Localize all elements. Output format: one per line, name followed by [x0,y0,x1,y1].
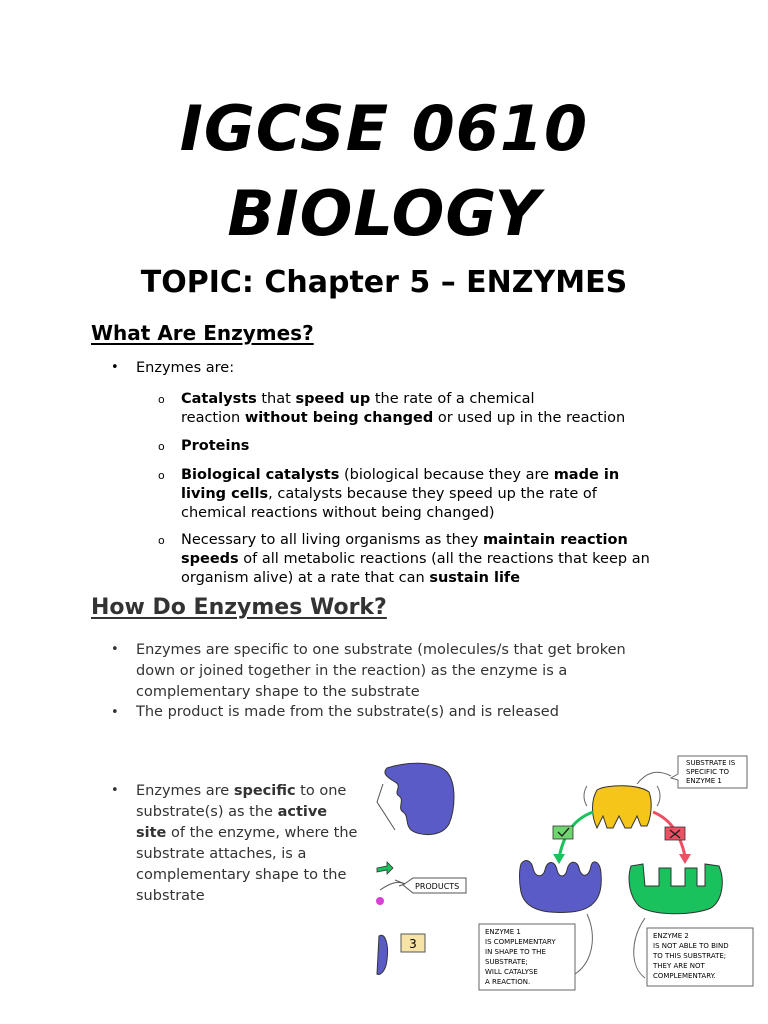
pointer-line [377,784,395,830]
bullet-icon: • [111,783,119,798]
document-title-line2: BIOLOGY [227,177,541,250]
callout-enzyme2-text: ENZYME 2 IS NOT ABLE TO BIND TO THIS SUBSTRATE; THEY ARE NOT COMPLEMENTARY. [653,932,729,980]
arrow-head-icon [679,854,691,864]
section-heading-what-are-enzymes: What Are Enzymes? [91,321,314,345]
list-item-catalysts: Catalysts that speed up the rate of a chemical reaction without being changed or used up in the reaction [181,391,626,426]
sub-bullet-icon: o [158,534,165,547]
bullet-icon: • [111,705,119,720]
product-dot [376,897,384,905]
sub-bullet-icon: o [158,469,165,482]
paragraph-specific-substrate: Enzymes are specific to one substrate (molecules/s that get broken down or joined together in the reaction) as the enzyme is a complementary shape to the substrate [136,642,626,700]
substrate-shape [593,786,652,828]
paragraph-product-released: The product is made from the substrate(s) and is released [136,704,559,720]
tick-badge [553,826,573,839]
pointer-line [380,882,405,890]
paragraph-active-site: Enzymes are specific to one substrate(s) as the active site of the enzyme, where the substrate attaches, is a complementary shape to the substrate [136,783,358,904]
arrow-head-icon [553,854,565,864]
step-number: 3 [409,937,417,951]
enzyme-specificity-diagram [375,750,760,1000]
pointer-line [637,772,671,784]
list-item-necessary: Necessary to all living organisms as they maintain reaction speeds of all metabolic reactions (all the reactions that keep an organism alive) at a rate that can sustain life [181,532,650,586]
list-item-proteins: Proteins [181,438,250,454]
pointer-line [575,914,592,974]
pointer-line [634,918,645,978]
callout-substrate-specific-text: SUBSTRATE IS SPECIFIC TO ENZYME 1 [686,759,736,785]
document-title-line1: IGCSE 0610 [179,92,589,165]
section-heading-how-enzymes-work: How Do Enzymes Work? [91,595,387,620]
enzyme-1-shape [520,861,602,913]
enzymes-intro: Enzymes are: [136,360,235,376]
callout-enzyme1-text: ENZYME 1 IS COMPLEMENTARY IN SHAPE TO THE SUBSTRATE; WILL CATALYSE A REACTION. [485,928,556,986]
green-arrow-icon [377,862,393,874]
sub-bullet-icon: o [158,440,165,453]
bullet-icon: • [111,642,119,657]
topic-heading: TOPIC: Chapter 5 – ENZYMES [140,265,628,300]
products-label: PRODUCTS [415,882,460,891]
enzyme-blob-left [385,763,454,834]
sub-bullet-icon: o [158,393,165,406]
list-item-biological-catalysts: Biological catalysts (biological because they are made in living cells, catalysts because they speed up the rate of chemical reactions without being changed) [181,467,620,521]
enzyme-2-shape [629,864,722,914]
enzyme-blob-bottom-left [377,935,388,974]
bullet-icon: • [111,360,119,375]
